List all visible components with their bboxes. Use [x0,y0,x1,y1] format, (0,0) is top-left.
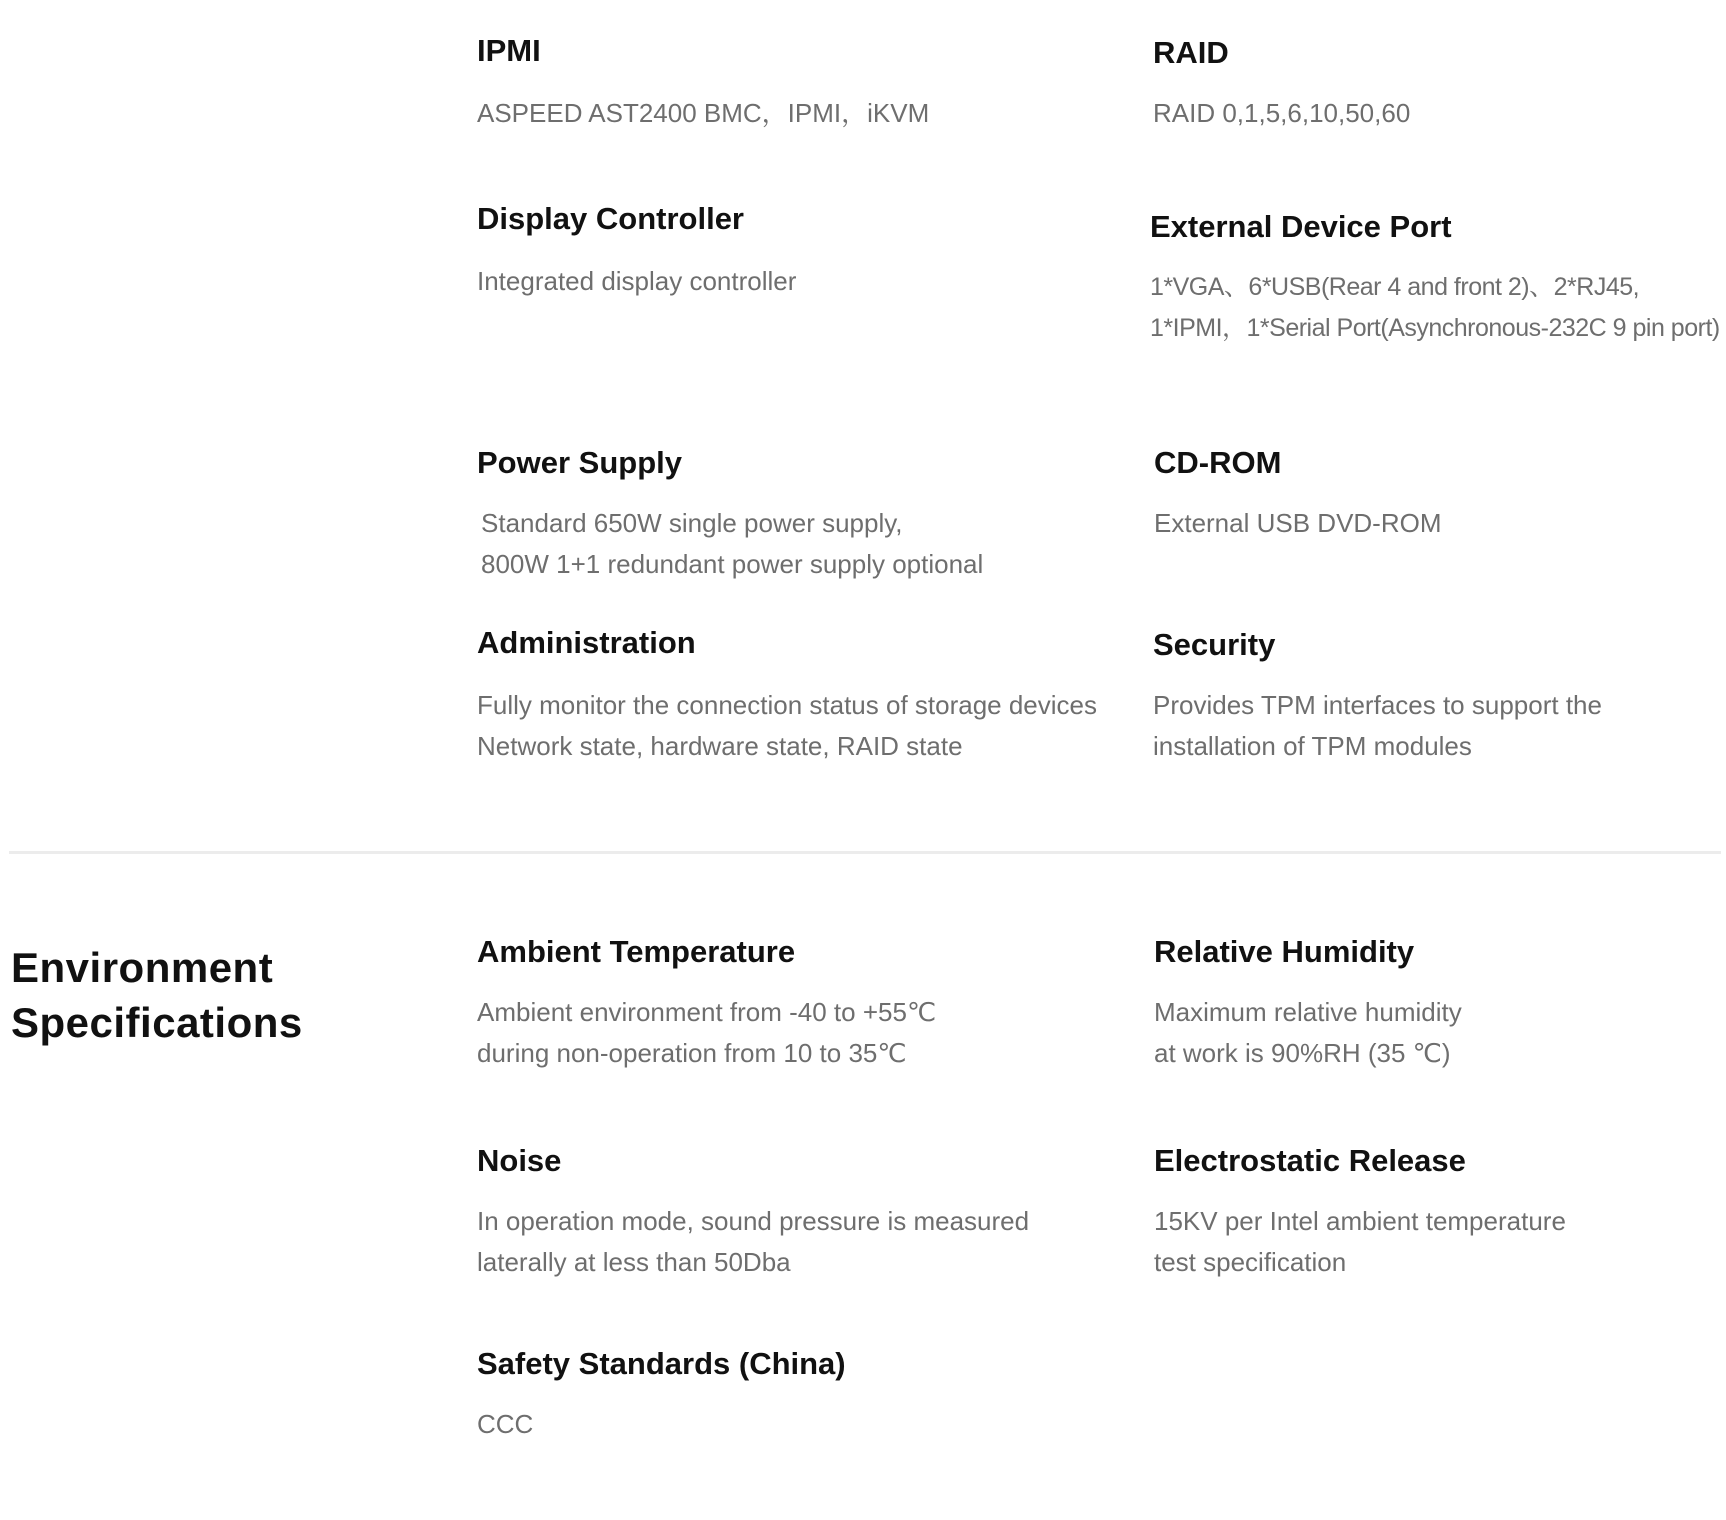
spec-title: Electrostatic Release [1154,1143,1466,1178]
spec-description-line: installation of TPM modules [1153,731,1472,762]
spec-description [477,992,1077,1074]
spec-description-line: Ambient environment from -40 to +55℃ [477,997,937,1028]
section-heading-environment [11,940,303,1050]
spec-description-line: Integrated display controller [477,266,797,297]
spec-description [1153,685,1726,767]
spec-title: Display Controller [477,201,744,236]
spec-description-line: External USB DVD-ROM [1154,508,1442,539]
spec-description-line: 15KV per Intel ambient temperature [1154,1206,1566,1237]
spec-power-supply [477,444,1077,585]
spec-description-line: ASPEED AST2400 BMC，IPMI，iKVM [477,98,930,129]
spec-title: Noise [477,1143,562,1178]
spec-description [477,685,1097,767]
spec-description-line: during non-operation from 10 to 35℃ [477,1038,907,1069]
spec-description [477,1201,1077,1283]
spec-description-line: Provides TPM interfaces to support the [1153,690,1602,721]
spec-description [477,1404,1077,1445]
spec-cd-rom [1154,444,1726,544]
spec-description-line: In operation mode, sound pressure is measured [477,1206,1030,1237]
spec-description [1153,93,1726,134]
spec-raid [1153,34,1726,134]
section-divider [9,851,1721,854]
spec-description-line: 1*IPMI，1*Serial Port(Asynchronous-232C 9 pin port) [1150,314,1720,343]
section-heading-line: Specifications [11,999,303,1046]
spec-description-line: Network state, hardware state, RAID state [477,731,963,762]
spec-description [1150,267,1726,349]
spec-description-line: laterally at less than 50Dba [477,1247,791,1278]
section-heading-line: Environment [11,944,274,991]
spec-title: Administration [477,625,696,660]
spec-relative-humidity [1154,933,1726,1074]
spec-security [1153,626,1726,767]
spec-external-device-port [1150,208,1726,349]
spec-description [477,503,1077,585]
spec-description-line: Maximum relative humidity [1154,997,1462,1028]
spec-description-line: test specification [1154,1247,1347,1278]
spec-noise [477,1142,1077,1283]
spec-title: IPMI [477,33,541,68]
spec-description [1154,992,1726,1074]
spec-title: CD-ROM [1154,445,1282,480]
spec-ipmi [477,32,1077,134]
spec-title: Relative Humidity [1154,934,1415,969]
spec-description-line: 1*VGA、6*USB(Rear 4 and front 2)、2*RJ45, [1150,273,1640,302]
spec-ambient-temperature [477,933,1077,1074]
spec-title: Ambient Temperature [477,934,796,969]
spec-electrostatic-release [1154,1142,1726,1283]
spec-description [477,93,1077,134]
spec-administration [477,624,1097,767]
spec-title: External Device Port [1150,209,1452,244]
spec-title: RAID [1153,35,1229,70]
spec-description [1154,503,1726,544]
spec-description-line: 800W 1+1 redundant power supply optional [481,549,984,580]
spec-safety-standards [477,1345,1077,1445]
spec-display-controller [477,200,1077,302]
spec-description-line: at work is 90%RH (35 ℃) [1154,1038,1451,1069]
spec-title: Power Supply [477,445,682,480]
spec-description [1154,1201,1726,1283]
spec-description-line: CCC [477,1409,534,1440]
spec-description [477,261,1077,302]
spec-title: Safety Standards (China) [477,1346,846,1381]
spec-description-line: Fully monitor the connection status of storage devices [477,690,1097,721]
spec-description-line: RAID 0,1,5,6,10,50,60 [1153,98,1411,129]
spec-description-line: Standard 650W single power supply, [481,508,903,539]
spec-title: Security [1153,627,1276,662]
